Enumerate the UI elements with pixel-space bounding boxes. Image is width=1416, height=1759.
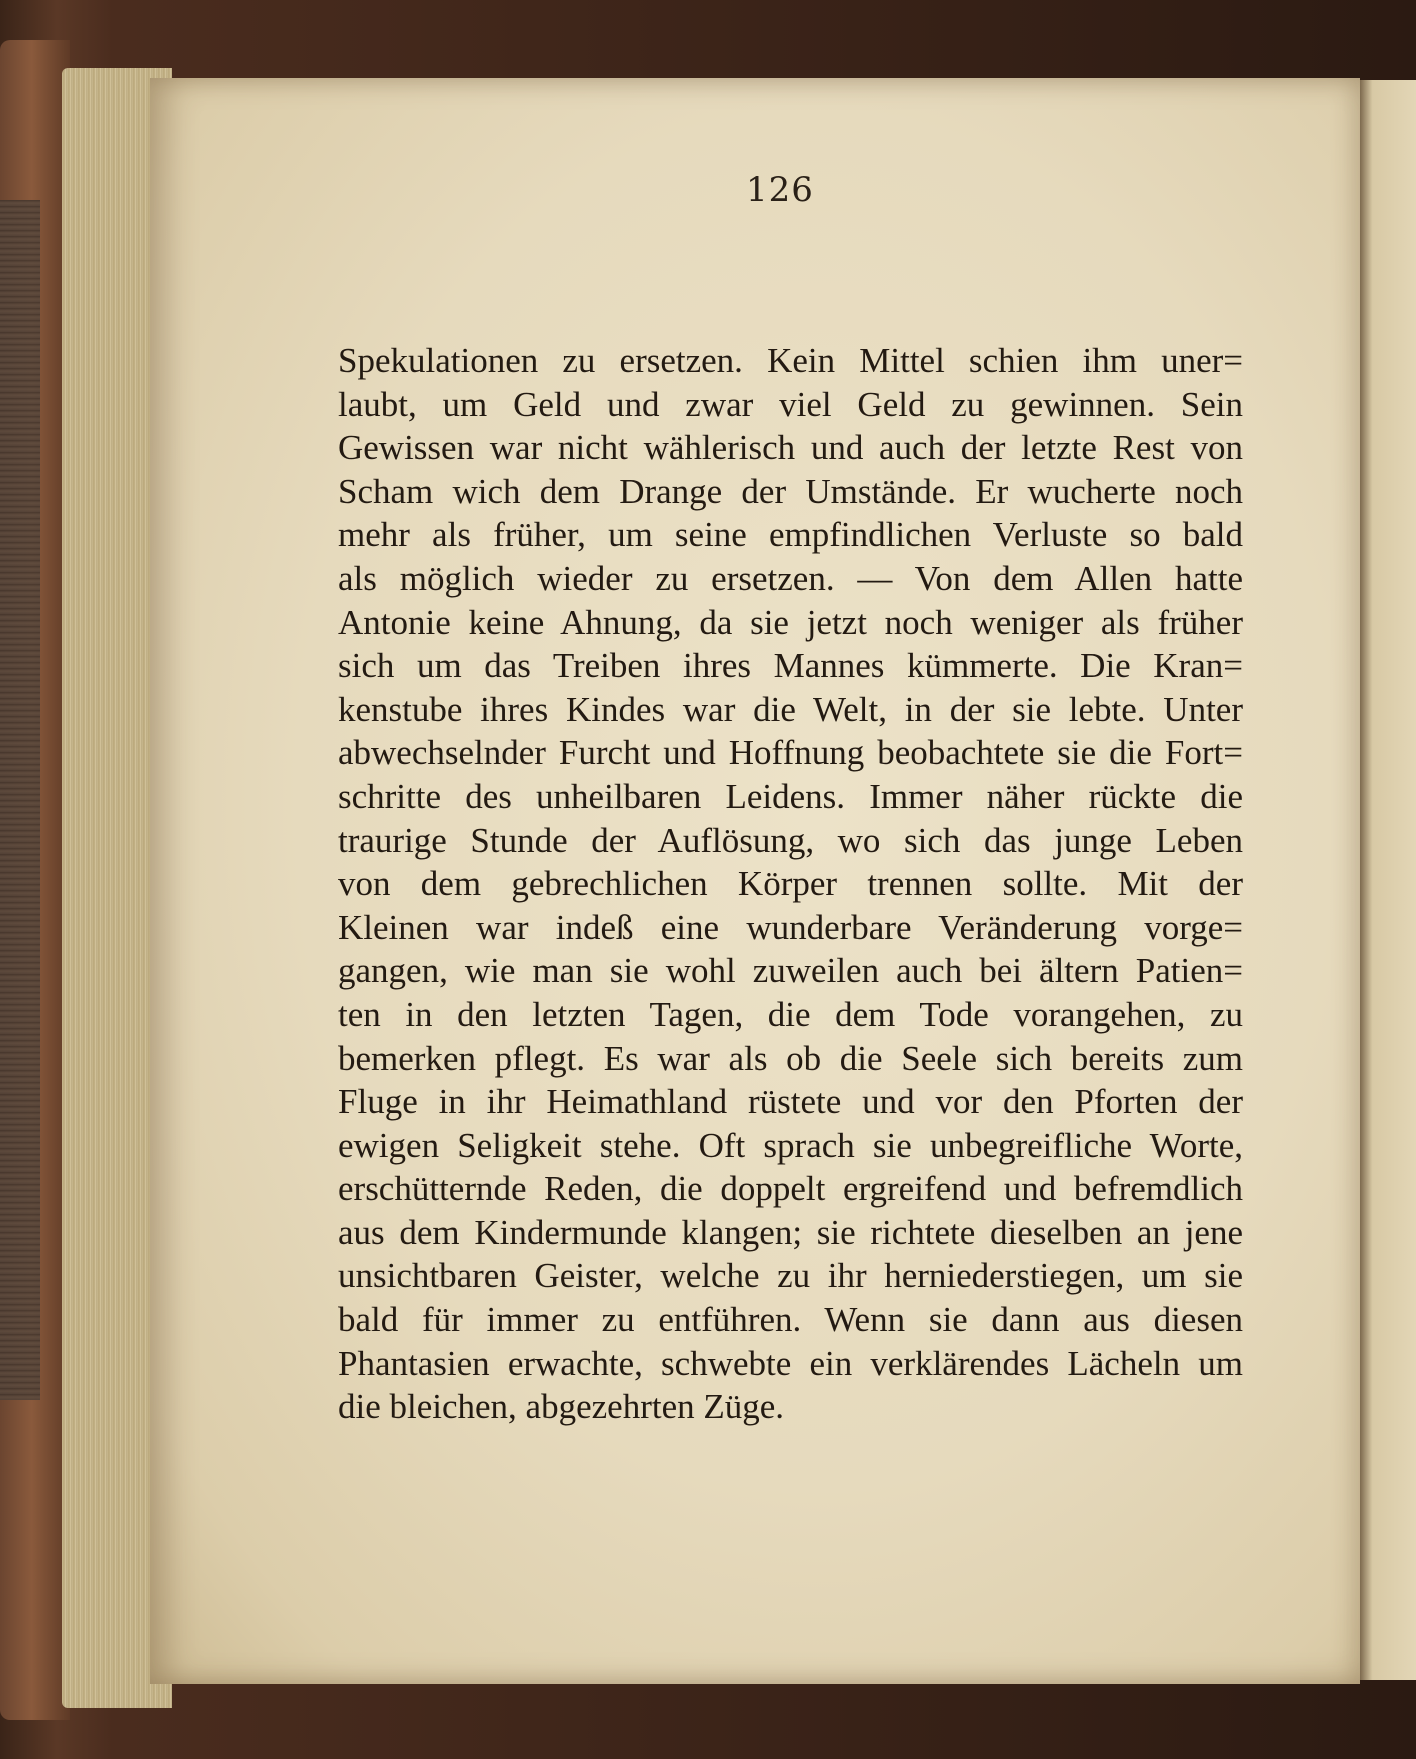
- text-line: bald für immer zu entführen. Wenn sie dann aus diesen: [338, 1300, 1243, 1340]
- page-body-text: [338, 339, 1243, 1429]
- text-line: kenstube ihres Kindes war die Welt, in der sie lebte. Unter: [338, 689, 1243, 729]
- text-line: die bleichen, abgezehrten Züge.: [338, 1387, 785, 1427]
- text-line: als möglich wieder zu ersetzen. — Von dem Allen hatte: [338, 558, 1243, 598]
- text-line: laubt, um Geld und zwar viel Geld zu gewinnen. Sein: [338, 384, 1243, 424]
- text-line: aus dem Kindermunde klangen; sie richtete dieselben an jene: [338, 1212, 1243, 1252]
- facing-page-edge: [1358, 80, 1416, 1680]
- text-line: Phantasien erwachte, schwebte ein verklärendes Lächeln um: [338, 1343, 1243, 1383]
- text-line: sich um das Treiben ihres Mannes kümmerte. Die Kran=: [338, 646, 1243, 686]
- text-line: ten in den letzten Tagen, die dem Tode vorangehen, zu: [338, 994, 1243, 1034]
- text-line: Spekulationen zu ersetzen. Kein Mittel schien ihm uner=: [338, 341, 1243, 380]
- text-line: abwechselnder Furcht und Hoffnung beobachtete sie die Fort=: [338, 733, 1243, 773]
- text-line: Kleinen war indeß eine wunderbare Veränderung vorge=: [338, 907, 1243, 947]
- text-line: Antonie keine Ahnung, da sie jetzt noch weniger als früher: [338, 602, 1243, 642]
- text-line: von dem gebrechlichen Körper trennen sollte. Mit der: [338, 864, 1243, 904]
- text-line: ewigen Seligkeit stehe. Oft sprach sie unbegreifliche Worte,: [338, 1125, 1243, 1165]
- text-line: traurige Stunde der Auflösung, wo sich das junge Leben: [338, 820, 1243, 860]
- text-line: schritte des unheilbaren Leidens. Immer näher rückte die: [338, 776, 1243, 816]
- text-line: Scham wich dem Drange der Umstände. Er wucherte noch: [338, 471, 1243, 511]
- page-number: 126: [746, 170, 814, 210]
- text-line: bemerken pflegt. Es war als ob die Seele sich bereits zum: [338, 1038, 1243, 1078]
- text-line: Fluge in ihr Heimathland rüstete und vor den Pforten der: [338, 1082, 1243, 1122]
- text-line: unsichtbaren Geister, welche zu ihr herniederstiegen, um sie: [338, 1256, 1243, 1296]
- book-spine-texture: [0, 200, 40, 1400]
- text-line: Gewissen war nicht wählerisch und auch der letzte Rest von: [338, 428, 1243, 468]
- text-line: mehr als früher, um seine empfindlichen Verluste so bald: [338, 515, 1243, 555]
- text-line: gangen, wie man sie wohl zuweilen auch bei ältern Patien=: [338, 951, 1243, 991]
- text-line: erschütternde Reden, die doppelt ergreifend und befremdlich: [338, 1169, 1243, 1209]
